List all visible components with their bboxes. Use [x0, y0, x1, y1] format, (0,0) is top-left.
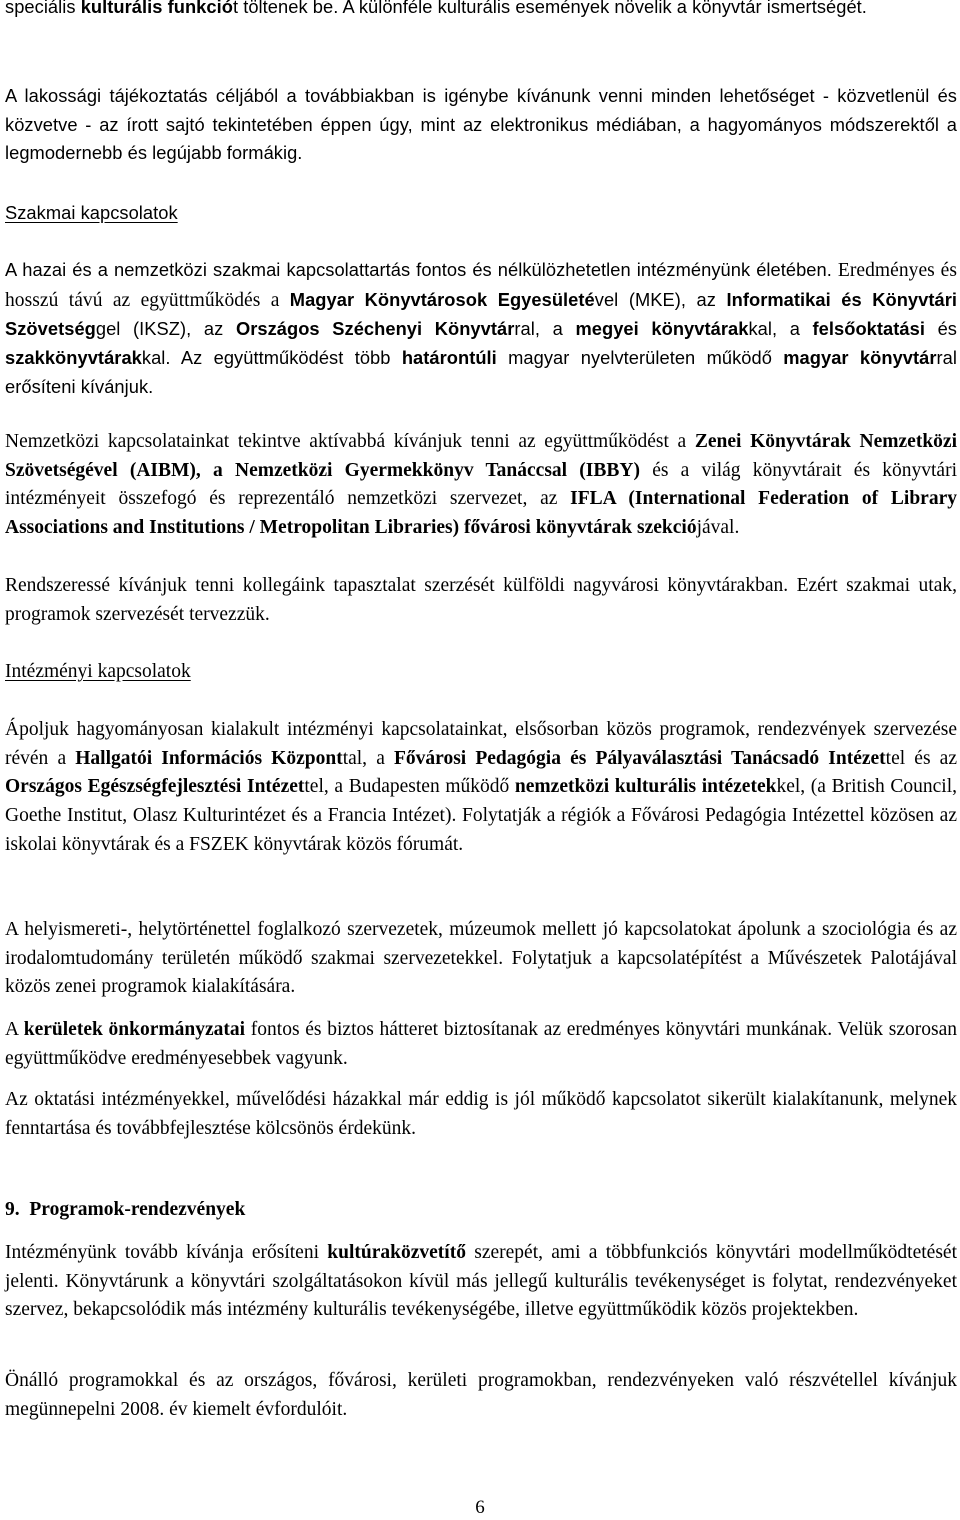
text-run: kal, a — [748, 318, 813, 340]
bold-text-run: Informatikai és Könyvtári Szövetség — [5, 288, 958, 340]
text-run: Intézményünk tovább kívánja erősíteni — [5, 1242, 328, 1263]
bold-text-run: IFLA (International Federation of Library Associations and Institutions / Metropolitan Libraries) fővárosi könyvtárak szekció — [5, 488, 957, 539]
paragraph-evfordulok: Önálló programokkal és az országos, fővárosi, kerületi programokban, rendezvényeken való részvétellel kívánjuk megünnepelni 2008. év kiemelt évfordulóit. — [5, 1370, 957, 1420]
bold-text-run: kultúraközvetítő — [327, 1242, 466, 1263]
bold-text-run: határontúli — [401, 347, 497, 369]
text-run: magyar nyelvterületen működő — [496, 347, 784, 369]
bold-text-run: Országos Egészségfejlesztési Intézet — [5, 776, 305, 798]
paragraph-oktatasi-intezmenyek: Az oktatási intézményekkel, művelődési házakkal már eddig is jól működő kapcsolatot sikerült kialakítanunk, melynek fenntartása és továbbfejlesztése kölcsönös érdekünk. — [5, 1089, 957, 1139]
bold-text-run: kerületek önkormányzatai — [23, 1019, 246, 1040]
text-run: tel és az — [885, 747, 957, 769]
bold-text-run: Zenei Könyvtárak Nemzetközi Szövetségével (AIBM), a Nemzetközi Gyermekkönyv Tanáccsal (IBBY) — [5, 431, 957, 481]
bold-text-run: Magyar Könyvtárosok Egyesületé — [289, 288, 595, 310]
paragraph-intro — [5, 0, 957, 22]
text-run: tel, a Budapesten működő — [304, 776, 515, 798]
bold-text-run: Fővárosi Pedagógia és Pályaválasztási Tanácsadó Intézet — [394, 747, 886, 769]
bold-text-run: nemzetközi kulturális intézetek — [514, 776, 777, 798]
text-run: és a világ könyvtárait és könyvtári intézményeit összefogó és reprezentáló nemzetközi szervezet, az — [5, 459, 957, 510]
bold-text-run: kulturális funkció — [80, 0, 233, 17]
heading-programok-rendezvenyek: 9. Programok-rendezvények — [5, 1199, 246, 1220]
paragraph-nemzetkozi-kapcsolatok — [5, 428, 957, 543]
bold-text-run: felsőoktatási — [812, 318, 925, 340]
paragraph-tapasztalatszerzes: Rendszeressé kívánjuk tenni kollegáink tapasztalat szerzését külföldi nagyvárosi könyvtárakban. Ezért szakmai utak, programok szervezését tervezzük. — [5, 575, 957, 625]
heading-intezmenyi-kapcsolatok: Intézményi kapcsolatok — [5, 661, 191, 682]
text-run: vel (MKE), az — [594, 288, 727, 310]
paragraph-intezmenyi-kapcsolatok — [5, 716, 957, 860]
heading-szakmai-kapcsolatok: Szakmai kapcsolatok — [5, 202, 178, 223]
text-run: kel, (a British Council, Goethe Institut, Olasz Kulturintézet és a Francia Intézet). Folytatják a régiók a Fővárosi Pedagógia Intézettel közösen az iskolai könyvtárak és a FSZEK könyvtárak közös fórumát. — [5, 776, 957, 855]
text-run: tal, a — [342, 747, 394, 769]
text-run: t töltenek be. A különféle kulturális események növelik a könyvtár ismertségét. — [232, 0, 867, 17]
text-run: A hazai és a nemzetközi szakmai kapcsolattartás fontos és nélkülözhetetlen intézményünk életében. — [5, 259, 838, 280]
text-run: kal. Az együttműködést több — [141, 347, 402, 369]
text-run: szerepét, ami a többfunkciós könyvtári modellműködtetését jelenti. Könyvtárunk a könyvtári szolgáltatásokon kívül más jellegű kulturális tevékenységet is folytat, rendezvényeket szervez, bekapcsolódik más intézmény kulturális tevékenységébe, illetve együttműködik közös projektekben. — [5, 1242, 957, 1321]
bold-text-run: megyei könyvtárak — [575, 318, 749, 340]
bold-text-run: Hallgatói Információs Központ — [75, 747, 343, 769]
paragraph-keruleti-onkormanyzatok — [5, 1016, 957, 1073]
text-run: fontos és biztos hátteret biztosítanak az eredményes könyvtári munkának. Velük szorosan együttműködve eredményesebbek vagyunk. — [5, 1019, 957, 1069]
text-run: gel (IKSZ), az — [95, 318, 236, 340]
text-run: Nemzetközi kapcsolatainkat tekintve aktívabbá kívánjuk tenni az együttműködést a — [5, 431, 695, 452]
text-run: ral, a — [514, 318, 576, 340]
bold-text-run: Országos Széchenyi Könyvtár — [235, 318, 515, 340]
text-run: ral erősíteni kívánjuk. — [5, 347, 957, 397]
paragraph-kulturakozvetites — [5, 1239, 957, 1325]
text-run: A — [5, 1019, 24, 1040]
paragraph-lakossagi-tajekoztatas: A lakossági tájékoztatás céljából a továbbiakban is igénybe kívánunk venni minden lehetőséget - közvetlenül és közvetve - az írott sajtó tekintetében éppen úgy, mint az elektronikus médiában, a hagyományos módszerektől a legmodernebb és legújabb formákig. — [5, 85, 957, 164]
text-run: Ápoljuk hagyományosan kialakult intézményi kapcsolatainkat, elsősorban közös programok, rendezvények szervezése révén a — [5, 719, 957, 769]
paragraph-szakmai-kapcsolatok — [5, 256, 957, 402]
text-run: speciális — [5, 0, 81, 17]
bold-text-run: szakkönyvtárak — [5, 347, 142, 369]
bold-text-run: magyar könyvtár — [783, 347, 937, 369]
text-run: jával. — [696, 517, 740, 539]
paragraph-helyismereti: A helyismereti-, helytörténettel foglalkozó szervezetek, múzeumok mellett jó kapcsolatokat ápolunk a szociológia és az irodalomtudomány területén működő szakmai szervezetekkel. Folytatjuk a kapcsolatépítést a Művészetek Palotájával közös zenei programok kialakítására. — [5, 919, 957, 998]
page-number: 6 — [475, 1497, 485, 1518]
text-run: és — [924, 318, 957, 340]
text-run: Eredményes és hosszú távú az együttműködés a — [5, 260, 957, 311]
